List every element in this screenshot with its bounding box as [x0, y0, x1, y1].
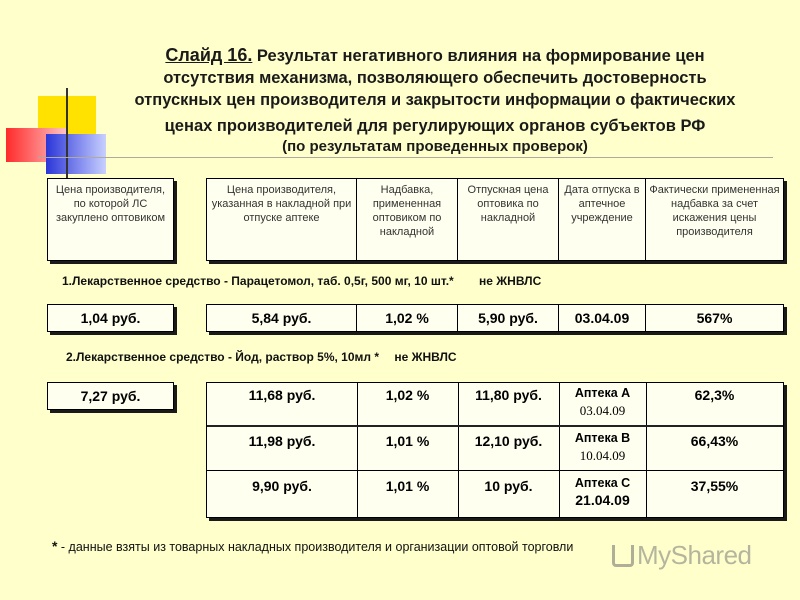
col-divider: [646, 383, 647, 517]
title-line-1: Результат негативного влияния на формирование цен: [252, 47, 705, 65]
drug-2-purchase-box: [47, 382, 174, 410]
header-release-date: Дата отпуска в аптечное учреждение: [559, 179, 646, 260]
drug-1-actual-markup: 567%: [696, 310, 733, 326]
drug-1-row: [206, 304, 784, 332]
watermark-logo: [612, 540, 752, 571]
drug-1-date: 03.04.09: [559, 305, 646, 331]
row-divider: [207, 425, 783, 427]
pharmacy-name: Аптека В: [574, 431, 631, 445]
drug-2-row-3-markup: 1,01 %: [385, 478, 430, 494]
drug-1-manufacturer-price: 5,84 руб.: [207, 305, 357, 331]
decor-vertical-line: [66, 88, 68, 188]
drug-1-name: 1.Лекарственное средство - Парацетомол, таб. 0,5г, 500 мг, 10 шт.*: [62, 274, 454, 288]
row-divider: [207, 470, 783, 471]
drug-1-markup: 1,02 %: [357, 305, 458, 331]
drug-1-purchase-price: 1,04 руб.: [80, 310, 141, 326]
drug-1-status: не ЖНВЛС: [479, 274, 542, 288]
title-line-3: отпускных цен производителя и закрытости информации о фактических: [134, 91, 736, 109]
drug-2-row-2-price: 11,98 руб.: [248, 433, 316, 449]
drug-2-row-2-markup: 1,01 %: [385, 433, 430, 449]
drug-2-row-3-actual: 37,55%: [690, 478, 739, 494]
pharmacy-date: 21.04.09: [575, 492, 630, 508]
drug-2-row-3-price: 9,90 руб.: [252, 478, 312, 494]
footnote: [52, 538, 573, 554]
drug-2-status: не ЖНВЛС: [394, 350, 457, 364]
footnote-text: - данные взяты из товарных накладных производителя и организации оптовой торговли: [57, 540, 574, 554]
drug-2-name: 2.Лекарственное средство - Йод, раствор 5%, 10мл *: [66, 350, 380, 364]
drug-2-table: [206, 382, 784, 518]
header-purchase-price: Цена производителя, по которой ЛС закуплено оптовиком: [55, 184, 166, 224]
watermark-text: MyShared: [637, 540, 752, 570]
drug-2-row-2-actual: 66,43%: [690, 433, 739, 449]
header-manufacturer-price: Цена производителя, указанная в накладной при отпуске аптеке: [207, 179, 357, 260]
header-wholesale-markup: Надбавка, примененная оптовиком по накладной: [357, 179, 458, 260]
drug-2-purchase-price: 7,27 руб.: [80, 388, 141, 404]
drug-1-wholesale-price: 5,90 руб.: [458, 305, 559, 331]
drug-2-row-1-wholesale: 11,80 руб.: [475, 387, 542, 403]
footnote-star: *: [52, 538, 58, 554]
pharmacy-name: Аптека А: [574, 386, 631, 400]
pharmacy-name: Аптека С: [574, 476, 631, 490]
slide-title: [80, 44, 790, 156]
pharmacy-date: 10.04.09: [579, 448, 626, 463]
drug-2-row-1-actual: 62,3%: [694, 387, 735, 403]
drug-2-row-1-pharmacy: [559, 385, 646, 419]
drug-2-row-3-pharmacy: [559, 475, 646, 509]
drug-2-row-2-pharmacy: [559, 430, 646, 464]
title-line-4: ценах производителей для регулирующих органов субъектов РФ: [164, 117, 706, 135]
drug-1-label: [62, 274, 541, 288]
pharmacy-date: 03.04.09: [579, 403, 626, 418]
header-table: [206, 178, 784, 261]
header-purchase-box: [47, 178, 174, 261]
drug-2-row-1-price: 11,68 руб.: [248, 387, 316, 403]
drug-1-purchase-box: [47, 304, 174, 332]
title-subtitle: (по результатам проведенных проверок): [282, 138, 588, 155]
drug-2-row-2-wholesale: 12,10 руб.: [474, 433, 543, 449]
header-actual-markup: Фактически примененная надбавка за счет искажения цены производителя: [649, 184, 780, 238]
cart-icon: [612, 545, 634, 567]
decor-horizontal-line: [38, 157, 773, 158]
header-wholesale-price: Отпускная цена оптовика по накладной: [458, 179, 559, 260]
title-line-2: отсутствия механизма, позволяющего обеспечить достоверность: [163, 69, 707, 87]
slide-number: Слайд 16.: [165, 45, 253, 65]
drug-2-row-3-wholesale: 10 руб.: [484, 478, 533, 494]
drug-2-label: [66, 350, 457, 364]
drug-2-row-1-markup: 1,02 %: [385, 387, 430, 403]
col-divider: [357, 383, 358, 517]
col-divider: [458, 383, 459, 517]
